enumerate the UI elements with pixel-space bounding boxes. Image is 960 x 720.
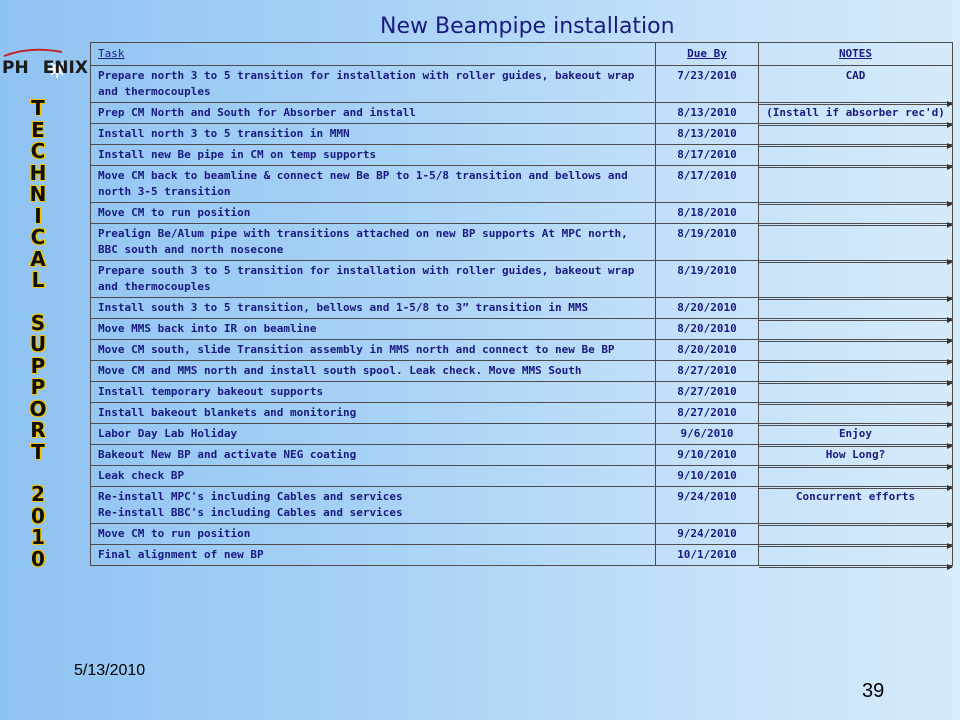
table-row bbox=[91, 166, 953, 203]
table-header-row bbox=[91, 43, 953, 66]
table-row bbox=[91, 203, 953, 224]
banner-letter: O bbox=[29, 396, 47, 421]
due-date-cell: 8/13/2010 bbox=[656, 124, 759, 145]
table-row bbox=[91, 145, 953, 166]
notes-text: Enjoy bbox=[838, 427, 873, 440]
arrow-line bbox=[759, 567, 952, 568]
banner-letter bbox=[18, 463, 58, 484]
table-row bbox=[91, 403, 953, 424]
due-date-cell: 8/20/2010 bbox=[656, 298, 759, 319]
banner-letter: N bbox=[29, 182, 47, 206]
task-cell: Move CM to run position bbox=[91, 524, 656, 545]
notes-cell bbox=[759, 224, 953, 261]
schedule-table bbox=[90, 42, 953, 566]
notes-text bbox=[759, 403, 952, 407]
notes-text: (Install if absorber rec'd) bbox=[766, 106, 945, 119]
table-row bbox=[91, 319, 953, 340]
banner-letter: 0 bbox=[31, 503, 45, 528]
table-row bbox=[91, 424, 953, 445]
task-cell: Labor Day Lab Holiday bbox=[91, 424, 656, 445]
table-row bbox=[91, 545, 953, 566]
table-row bbox=[91, 124, 953, 145]
banner-letter: P bbox=[30, 353, 46, 378]
due-date-cell: 8/27/2010 bbox=[656, 361, 759, 382]
task-cell: Prep CM North and South for Absorber and install bbox=[91, 103, 656, 124]
logo-text-left: PH bbox=[2, 58, 29, 78]
slide-date: 5/13/2010 bbox=[74, 662, 146, 679]
notes-cell bbox=[759, 203, 953, 224]
notes-text: CAD bbox=[845, 69, 866, 82]
notes-cell bbox=[759, 487, 953, 524]
notes-text bbox=[759, 524, 952, 528]
task-cell: Move CM and MMS north and install south spool. Leak check. Move MMS South bbox=[91, 361, 656, 382]
technical-support-2010-banner bbox=[18, 98, 58, 570]
header-notes bbox=[759, 43, 953, 66]
phenix-logo-text bbox=[2, 58, 88, 78]
notes-cell bbox=[759, 166, 953, 203]
notes-text: How Long? bbox=[825, 448, 886, 461]
notes-cell bbox=[759, 298, 953, 319]
due-date-cell: 8/19/2010 bbox=[656, 224, 759, 261]
banner-letter: 1 bbox=[31, 525, 45, 549]
header-notes-label: NOTES bbox=[838, 47, 873, 60]
banner-letter: U bbox=[29, 332, 47, 356]
notes-text bbox=[759, 319, 952, 323]
notes-text bbox=[759, 124, 952, 128]
due-date-cell: 9/6/2010 bbox=[656, 424, 759, 445]
due-date-cell: 9/24/2010 bbox=[656, 487, 759, 524]
banner-letter: A bbox=[30, 246, 46, 271]
notes-cell bbox=[759, 340, 953, 361]
banner-letter: T bbox=[31, 439, 45, 464]
task-cell: Move CM to run position bbox=[91, 203, 656, 224]
notes-cell bbox=[759, 382, 953, 403]
notes-cell bbox=[759, 66, 953, 103]
table-row bbox=[91, 487, 953, 524]
banner-letter: 2 bbox=[31, 482, 45, 506]
due-date-cell: 8/27/2010 bbox=[656, 403, 759, 424]
table-row bbox=[91, 103, 953, 124]
task-cell: Re-install MPC's including Cables and services Re-install BBC's including Cables and services bbox=[91, 487, 656, 524]
banner-letter: C bbox=[30, 225, 46, 249]
notes-cell bbox=[759, 124, 953, 145]
task-cell: Move CM south, slide Transition assembly in MMS north and connect to new Be BP bbox=[91, 340, 656, 361]
notes-cell bbox=[759, 145, 953, 166]
notes-cell bbox=[759, 545, 953, 566]
banner-letter: H bbox=[29, 160, 47, 185]
task-cell: Prepare south 3 to 5 transition for installation with roller guides, bakeout wrap and thermocouples bbox=[91, 261, 656, 298]
notes-cell bbox=[759, 445, 953, 466]
notes-text bbox=[759, 361, 952, 365]
table-row bbox=[91, 66, 953, 103]
banner-letter: P bbox=[30, 375, 46, 399]
notes-text bbox=[759, 466, 952, 470]
banner-letter: C bbox=[30, 139, 46, 163]
table-row bbox=[91, 382, 953, 403]
notes-cell bbox=[759, 524, 953, 545]
notes-cell bbox=[759, 261, 953, 298]
banner-letter bbox=[18, 292, 58, 313]
task-cell: Prealign Be/Alum pipe with transitions attached on new BP supports At MPC north, BBC south and north nosecone bbox=[91, 224, 656, 261]
notes-text bbox=[759, 145, 952, 149]
notes-cell bbox=[759, 403, 953, 424]
task-cell: Leak check BP bbox=[91, 466, 656, 487]
due-date-cell: 9/10/2010 bbox=[656, 445, 759, 466]
due-date-cell: 10/1/2010 bbox=[656, 545, 759, 566]
due-date-cell: 8/17/2010 bbox=[656, 145, 759, 166]
due-date-cell: 8/27/2010 bbox=[656, 382, 759, 403]
table-row bbox=[91, 524, 953, 545]
notes-cell bbox=[759, 319, 953, 340]
notes-text bbox=[759, 224, 952, 228]
banner-letter: S bbox=[30, 310, 46, 335]
notes-text bbox=[759, 166, 952, 170]
task-cell: Move CM back to beamline & connect new Be BP to 1-5/8 transition and bellows and north 3-5 transition bbox=[91, 166, 656, 203]
due-date-cell: 8/17/2010 bbox=[656, 166, 759, 203]
notes-cell bbox=[759, 466, 953, 487]
notes-text: Concurrent efforts bbox=[795, 490, 916, 503]
logo-text-right: ENIX bbox=[42, 58, 88, 78]
table-row bbox=[91, 466, 953, 487]
task-cell: Bakeout New BP and activate NEG coating bbox=[91, 445, 656, 466]
notes-text bbox=[759, 382, 952, 386]
slide-title: New Beampipe installation bbox=[380, 14, 675, 39]
header-task: Task bbox=[91, 43, 656, 66]
due-date-cell: 8/18/2010 bbox=[656, 203, 759, 224]
banner-letter: T bbox=[31, 96, 45, 120]
banner-letter: E bbox=[31, 117, 45, 142]
task-cell: Install new Be pipe in CM on temp supports bbox=[91, 145, 656, 166]
task-cell: Move MMS back into IR on beamline bbox=[91, 319, 656, 340]
table-row bbox=[91, 361, 953, 382]
notes-text bbox=[759, 545, 952, 549]
table-row bbox=[91, 340, 953, 361]
notes-text bbox=[759, 203, 952, 207]
notes-text bbox=[759, 340, 952, 344]
banner-letter: R bbox=[30, 418, 46, 442]
task-cell: Install temporary bakeout supports bbox=[91, 382, 656, 403]
header-due-by: Due By bbox=[656, 43, 759, 66]
task-cell: Install bakeout blankets and monitoring bbox=[91, 403, 656, 424]
table-row bbox=[91, 224, 953, 261]
task-cell: Final alignment of new BP bbox=[91, 545, 656, 566]
due-date-cell: 8/20/2010 bbox=[656, 319, 759, 340]
due-date-cell: 9/10/2010 bbox=[656, 466, 759, 487]
due-date-cell: 9/24/2010 bbox=[656, 524, 759, 545]
due-date-cell: 8/13/2010 bbox=[656, 103, 759, 124]
notes-cell bbox=[759, 424, 953, 445]
task-cell: Install north 3 to 5 transition in MMN bbox=[91, 124, 656, 145]
task-cell: Install south 3 to 5 transition, bellows and 1-5/8 to 3” transition in MMS bbox=[91, 298, 656, 319]
notes-cell bbox=[759, 361, 953, 382]
notes-cell bbox=[759, 103, 953, 124]
banner-letter: I bbox=[34, 203, 42, 228]
banner-letter: L bbox=[31, 268, 45, 292]
task-cell: Prepare north 3 to 5 transition for installation with roller guides, bakeout wrap and thermocouples bbox=[91, 66, 656, 103]
notes-text bbox=[759, 261, 952, 265]
due-date-cell: 8/20/2010 bbox=[656, 340, 759, 361]
banner-letter: 0 bbox=[31, 546, 45, 571]
table-row bbox=[91, 298, 953, 319]
due-date-cell: 8/19/2010 bbox=[656, 261, 759, 298]
page-number: 39 bbox=[862, 680, 885, 702]
notes-text bbox=[759, 298, 952, 302]
due-date-cell: 7/23/2010 bbox=[656, 66, 759, 103]
table-row bbox=[91, 445, 953, 466]
table-row bbox=[91, 261, 953, 298]
